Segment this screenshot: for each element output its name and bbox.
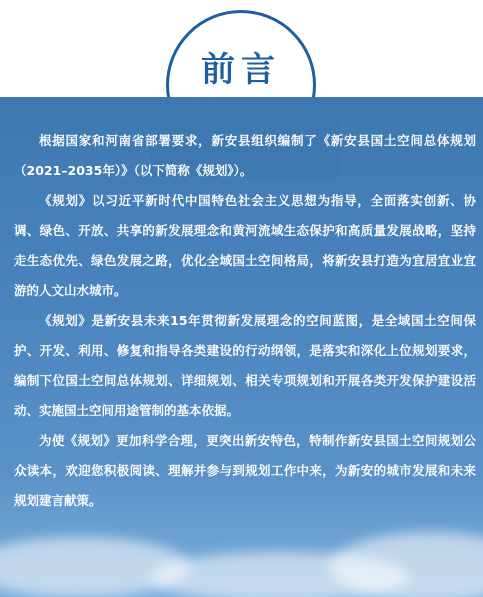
page-title: 前言 [201, 50, 281, 90]
preface-content [14, 126, 476, 516]
cloud-decoration [330, 532, 483, 597]
paragraph: 《规划》以习近平新时代中国特色社会主义思想为指导，全面落实创新、协调、绿色、开放、共享的新发展理念和黄河流域生态保护和高质量发展战略，坚持走生态优先、绿色发展之路，优化全域国土空间格局，将新安县打造为宜居宜业宜游的人文山水城市。 [14, 193, 476, 298]
paragraph: 为使《规划》更加科学合理，更突出新安特色，特制作新安县国土空间规划公众读本，欢迎您积极阅读、理解并参与到规划工作中来，为新安的城市发展和未来规划建言献策。 [14, 433, 476, 508]
paragraph: 《规划》是新安县未来15年贯彻新发展理念的空间蓝图，是全域国土空间保护、开发、利用、修复和指导各类建设的行动纲领，是落实和深化上位规划要求，编制下位国土空间总体规划、详细规划、相关专项规划和开展各类开发保护建设活动、实施国土空间用途管制的基本依据。 [14, 313, 476, 418]
paragraph: 根据国家和河南省部署要求，新安县组织编制了《新安县国土空间总体规划（2021–2035年）》（以下简称《规划》）。 [14, 133, 476, 178]
